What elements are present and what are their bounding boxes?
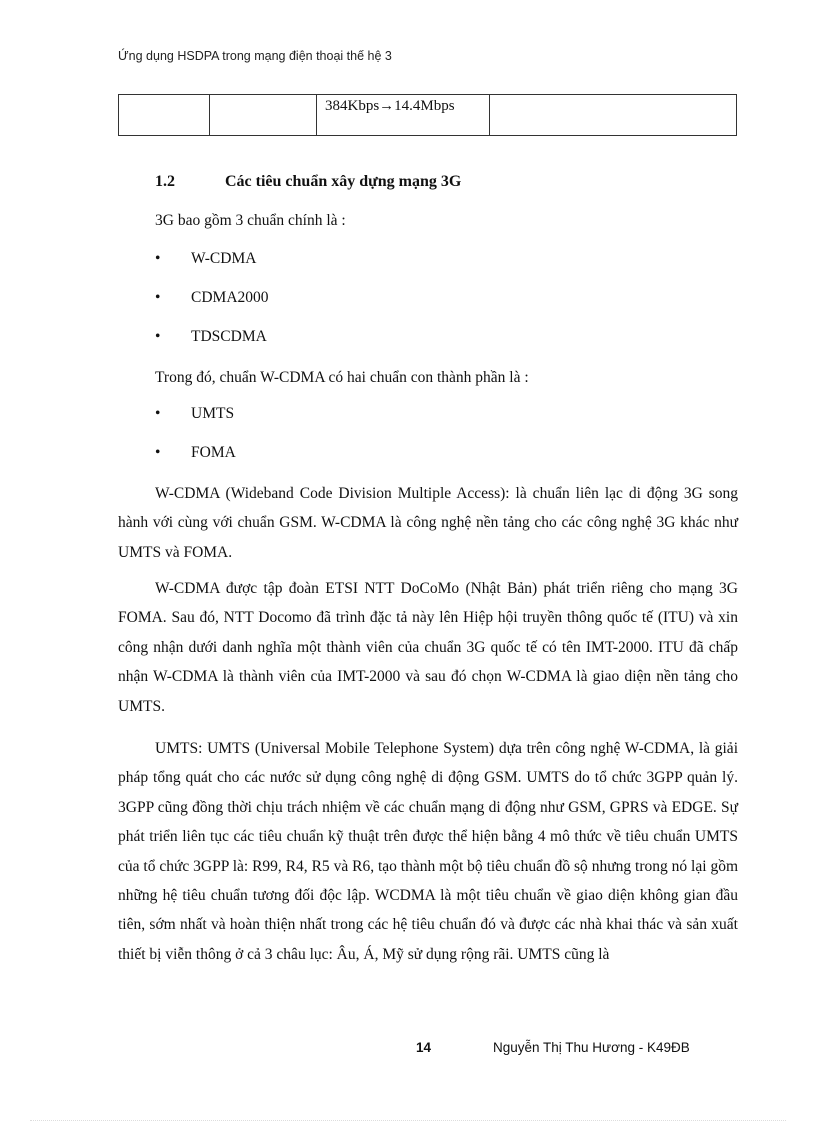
list-item: • W-CDMA	[155, 250, 257, 267]
intro-text-2: Trong đó, chuẩn W-CDMA có hai chuẩn con thành phần là :	[155, 369, 529, 386]
table-cell-rate: 384Kbps→14.4Mbps	[317, 95, 490, 136]
page-number: 14	[416, 1040, 432, 1055]
list-item: • UMTS	[155, 405, 235, 422]
paragraph-wcdma: W-CDMA (Wideband Code Division Multiple Access): là chuẩn liên lạc di động 3G song hành với cùng với chuẩn GSM. W-CDMA là công nghệ nền tảng cho các công nghệ 3G khác như UMTS và FOMA.	[118, 485, 738, 561]
intro-text: 3G bao gồm 3 chuẩn chính là :	[155, 212, 346, 229]
list-item: • CDMA2000	[155, 289, 269, 306]
paragraph-wcdma-history: W-CDMA được tập đoàn ETSI NTT DoCoMo (Nhật Bản) phát triển riêng cho mạng 3G FOMA. Sau đó, NTT Docomo đã trình đặc tả này lên Hiệp hội truyền thông quốc tế (ITU) và xin công nhận dưới danh nghĩa một thành viên của chuẩn 3G quốc tế có tên IMT-2000. ITU đã chấp nhận W-CDMA là thành viên của IMT-2000 và sau đó chọn W-CDMA là giao diện nền tảng cho UMTS.	[118, 580, 738, 715]
page-divider	[30, 1120, 786, 1121]
bullet-icon: •	[155, 405, 161, 422]
spec-table-fragment	[118, 94, 737, 136]
author: Nguyễn Thị Thu Hương - K49ĐB	[493, 1040, 690, 1055]
bullet-icon: •	[155, 328, 161, 345]
bullet-icon: •	[155, 289, 161, 306]
bullet-icon: •	[155, 444, 161, 461]
table-cell	[210, 95, 317, 136]
section-title: Các tiêu chuẩn xây dựng mạng 3G	[225, 173, 462, 190]
table-row	[119, 95, 737, 136]
list-item: • TDSCDMA	[155, 328, 267, 345]
section-number: 1.2	[155, 173, 175, 190]
table-cell	[119, 95, 210, 136]
paragraph-umts: UMTS: UMTS (Universal Mobile Telephone System) dựa trên công nghệ W-CDMA, là giải pháp tổng quát cho các nước sử dụng công nghệ di động GSM. UMTS do tổ chức 3GPP quản lý. 3GPP cũng đồng thời chịu trách nhiệm về các chuẩn mạng di động như GSM, GPRS và EDGE. Sự phát triển liên tục các tiêu chuẩn kỹ thuật trên được thể hiện bằng 4 mô thức về tiêu chuẩn UMTS của tổ chức 3GPP là: R99, R4, R5 và R6, tạo thành một bộ tiêu chuẩn đồ sộ nhưng trong nó lại gồm những hệ tiêu chuẩn tương đối độc lập. WCDMA là một tiêu chuẩn về giao diện không gian đầu tiên, sớm nhất và hoàn thiện nhất trong các hệ tiêu chuẩn đó và được các nhà khai thác và sản xuất thiết bị viễn thông ở cả 3 châu lục: Âu, Á, Mỹ sử dụng rộng rãi. UMTS cũng là	[118, 740, 738, 963]
running-header: Ứng dụng HSDPA trong mạng điện thoại thế hệ 3	[118, 49, 392, 63]
list-item: • FOMA	[155, 444, 236, 461]
table-cell	[490, 95, 737, 136]
section-heading	[155, 173, 461, 191]
bullet-icon: •	[155, 250, 161, 267]
